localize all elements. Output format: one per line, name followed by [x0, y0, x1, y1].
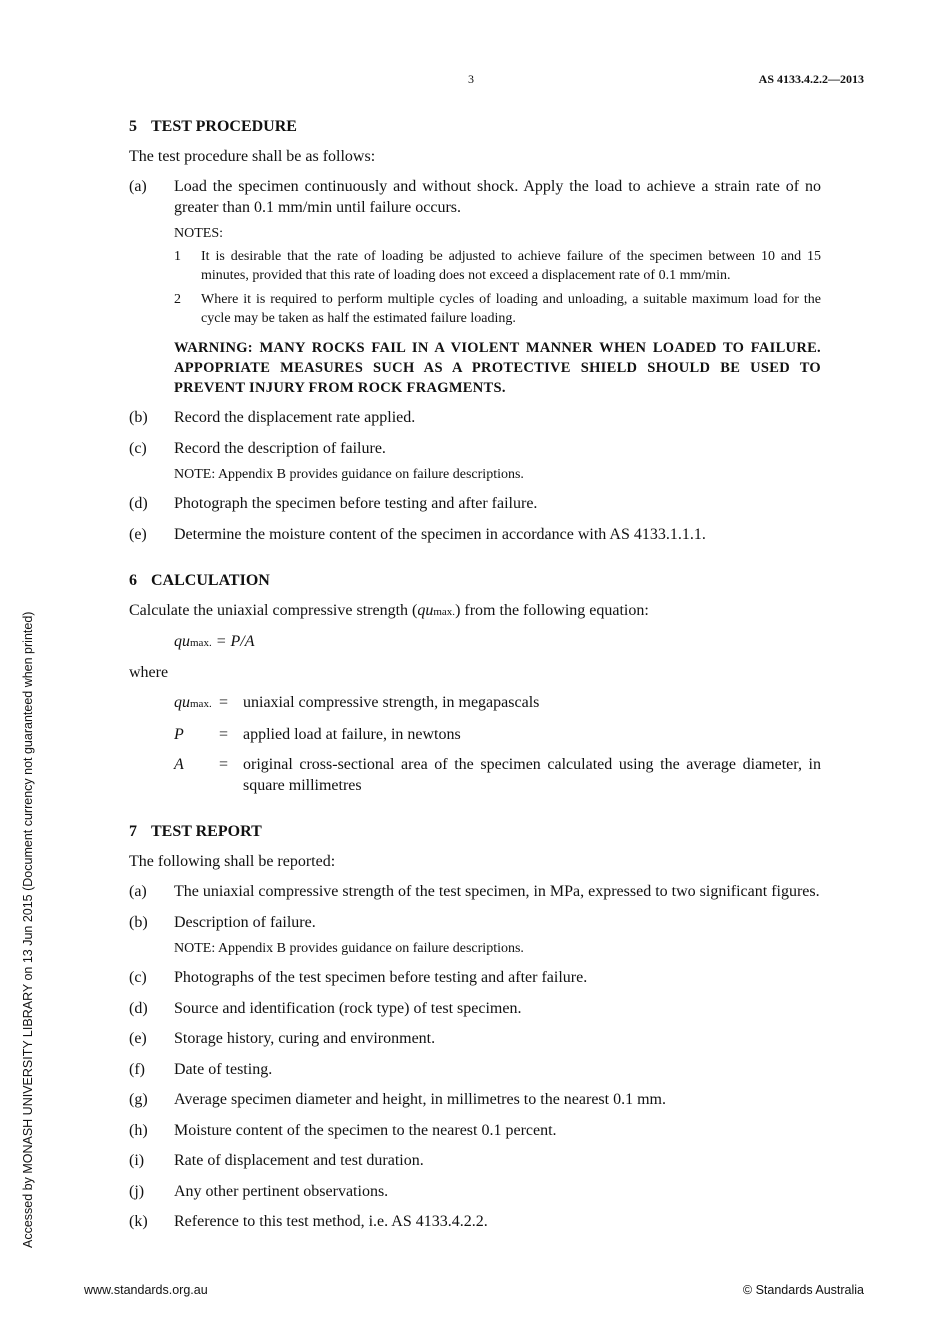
section-5-intro: The test procedure shall be as follows: — [129, 147, 376, 165]
procedure-item-b: (b) Record the displacement rate applied. — [129, 409, 416, 426]
section-7-heading: 7 TEST REPORT — [129, 823, 262, 840]
footer-website: www.standards.org.au — [84, 1283, 208, 1297]
procedure-item-a: (a) Load the specimen continuously and without shock. Apply the load to achieve a strain rate of no greater than 0.1 mm/min until failure occurs. NOTES: 1 It is desirable that the rate of loading be adjusted to achieve failure of the specimen between 10 and 15 minutes, provided that this rate of loading does not exceed a displacement rate of 0.1 mm/min. 2 Where it is required to perform multiple cycles of loading and unloading, a suitable maximum load for the cycle may be taken as half the estimated failure loading. WARNING: MANY ROCKS FAIL IN A VIOLENT MANNER WHEN LOADED TO FAILURE. APPOPRIATE MEASURES SUCH AS A PROTECTIVE SHIELD SHOULD BE USED TO PREVENT INJURY FROM ROCK FRAGMENTS. — [129, 178, 821, 396]
section-6-intro: Calculate the uniaxial compressive strength (qumax.) from the following equation: — [129, 601, 649, 619]
where-label: where — [129, 663, 169, 681]
report-item-f: (f) Date of testing. — [129, 1060, 273, 1078]
access-watermark: Accessed by MONASH UNIVERSITY LIBRARY on 13 Jun 2015 (Document currency not guaranteed when printed) — [21, 611, 35, 1248]
note-1: 1 It is desirable that the rate of loading be adjusted to achieve failure of the specimen between 10 and 15 minutes, provided that this rate of loading does not exceed a displacement rate of 0.1 mm/min. — [174, 249, 821, 283]
report-item-e: (e) Storage history, curing and environment. — [129, 1030, 436, 1047]
report-item-k: (k) Reference to this test method, i.e. AS 4133.4.2.2. — [129, 1213, 488, 1230]
procedure-item-d: (d) Photograph the specimen before testing and after failure. — [129, 495, 538, 512]
definition-p: P = applied load at failure, in newtons — [174, 725, 461, 743]
page-number: 3 — [468, 72, 474, 86]
standard-number: AS 4133.4.2.2—2013 — [758, 72, 864, 86]
section-5-heading: 5 TEST PROCEDURE — [129, 118, 297, 135]
definition-qu: qumax. = uniaxial compressive strength, in megapascals — [174, 694, 540, 711]
equation: qumax. = P/A — [174, 633, 255, 650]
page-body — [129, 117, 821, 1243]
note-2: 2 Where it is required to perform multiple cycles of loading and unloading, a suitable maximum load for the cycle may be taken as half the estimated failure loading. — [174, 292, 821, 326]
report-item-c: (c) Photographs of the test specimen before testing and after failure. — [129, 969, 588, 986]
definition-a: A = original cross-sectional area of the specimen calculated using the average diameter, in square millimetres — [174, 756, 821, 794]
notes-label: NOTES: — [174, 226, 223, 241]
section-6-heading: 6 CALCULATION — [129, 572, 270, 589]
footer-copyright: © Standards Australia — [742, 1283, 864, 1297]
section-7-intro: The following shall be reported: — [129, 852, 336, 870]
report-item-b: (b) Description of failure. NOTE: Appendix B provides guidance on failure descriptions. — [129, 913, 821, 959]
report-item-a: (a) The uniaxial compressive strength of the test specimen, in MPa, expressed to two significant figures. — [129, 883, 820, 900]
report-item-d: (d) Source and identification (rock type) of test specimen. — [129, 999, 522, 1017]
report-item-j: (j) Any other pertinent observations. — [129, 1182, 389, 1200]
report-item-h: (h) Moisture content of the specimen to the nearest 0.1 percent. — [129, 1121, 557, 1139]
procedure-item-c-note: NOTE: Appendix B provides guidance on failure descriptions. — [174, 467, 524, 482]
warning-text: WARNING: MANY ROCKS FAIL IN A VIOLENT MANNER WHEN LOADED TO FAILURE. APPOPRIATE MEASURES SUCH AS A PROTECTIVE SHIELD SHOULD BE USED TO PREVENT INJURY FROM ROCK FRAGMENTS. — [174, 340, 821, 396]
report-item-i: (i) Rate of displacement and test duration. — [129, 1152, 424, 1169]
procedure-item-e: (e) Determine the moisture content of the specimen in accordance with AS 4133.1.1.1. — [129, 525, 706, 543]
procedure-item-a-text: Load the specimen continuously and without shock. Apply the load to achieve a strain rate of no greater than 0.1 mm/min until failure occurs. — [174, 178, 821, 216]
report-item-b-note: NOTE: Appendix B provides guidance on failure descriptions. — [174, 941, 524, 956]
report-item-g: (g) Average specimen diameter and height, in millimetres to the nearest 0.1 mm. — [129, 1091, 666, 1108]
procedure-item-c: (c) Record the description of failure. NOTE: Appendix B provides guidance on failure descriptions. — [129, 439, 821, 485]
variable-definitions — [174, 693, 821, 796]
